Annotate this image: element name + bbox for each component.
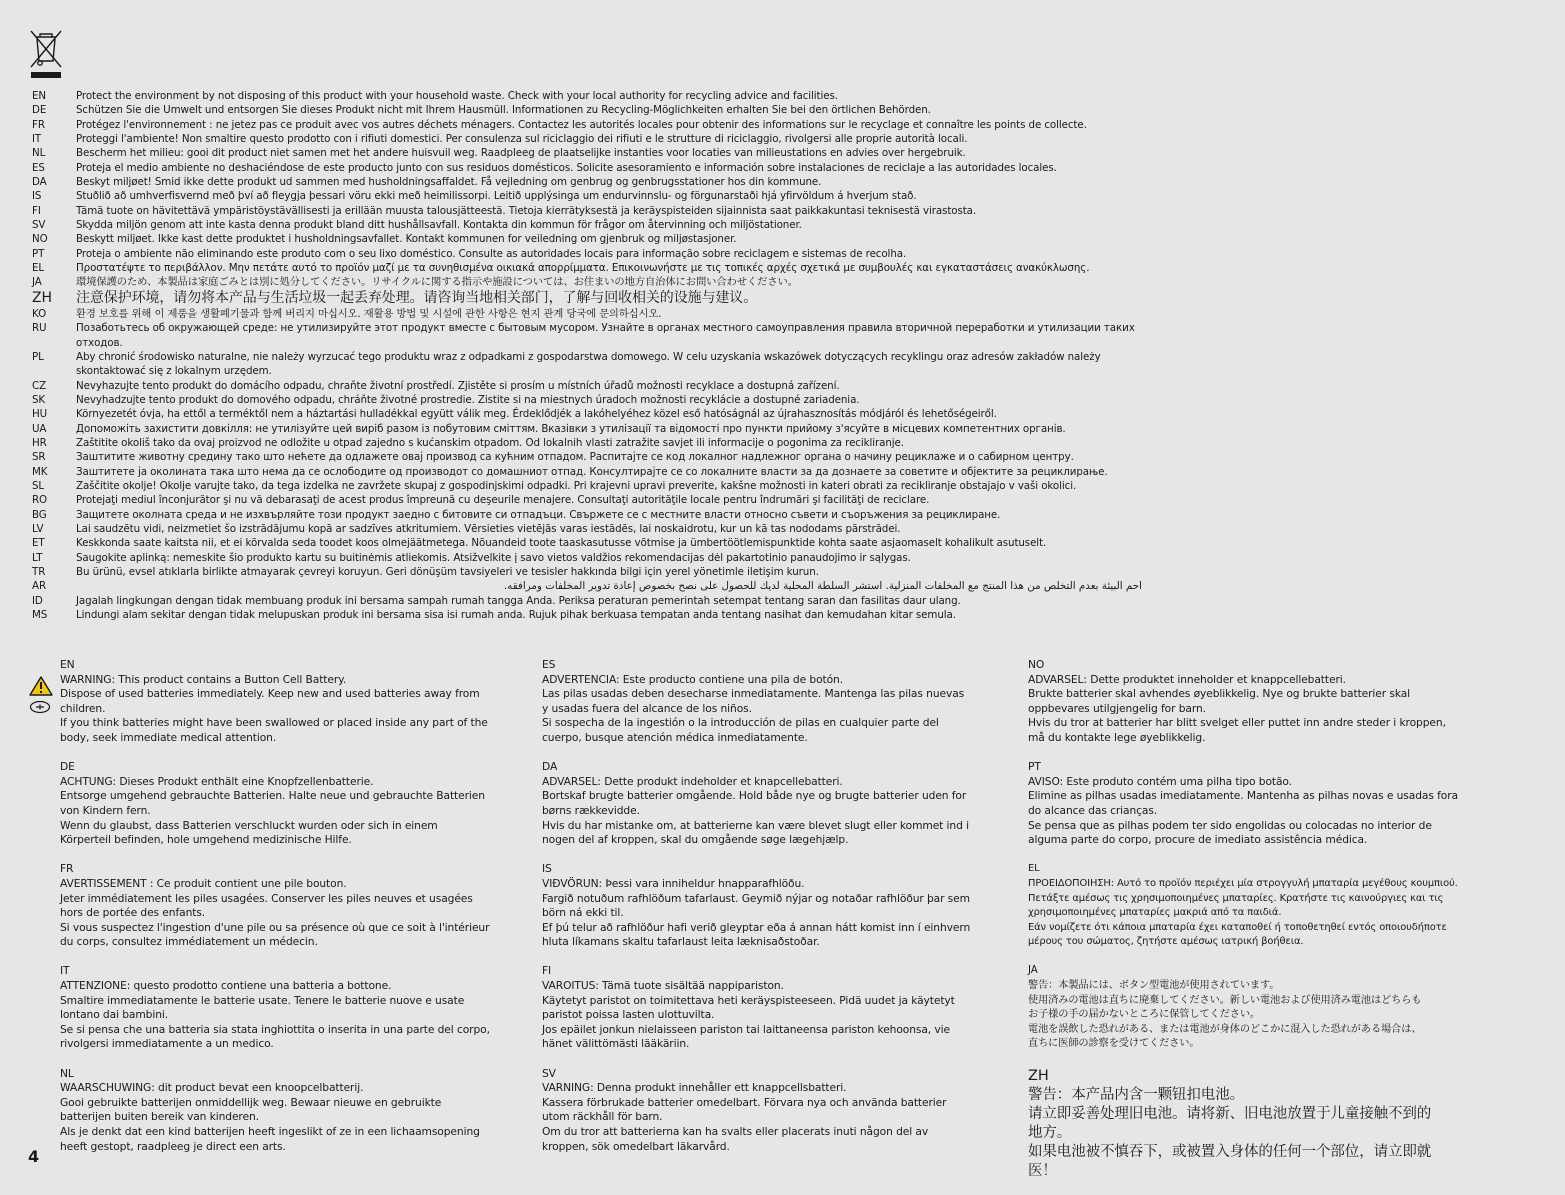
language-code: NL [32, 147, 46, 160]
notice-text: Proteja o ambiente não eliminando este produto com o seu lixo doméstico. Consulte as autoridades locais para informação sobre reciclagem e sistemas de recolha. [76, 247, 907, 260]
language-code: MS [32, 609, 48, 622]
battery-warning-ja [1028, 964, 1488, 1052]
notice-text: Zaščitite okolje! Okolje varujte tako, da tega izdelka ne zavržete skupaj z gospodinjskimi odpadki. Pri krajevni upravi preverite, kakšne možnosti in kateri obrati za recikliranje obstajajo v vaši okolici. [76, 479, 1077, 492]
recycling-notice-lv [32, 522, 1142, 536]
warning-text-line: hluta líkamans skaltu tafarlaust leita læknisaðstoðar. [542, 935, 820, 949]
warning-text-line: AVERTISSEMENT : Ce produit contient une pile bouton. [60, 876, 347, 890]
recycling-notice-el [32, 261, 1142, 275]
recycling-notice-et [32, 536, 1142, 550]
warning-text-line: batterijen buiten bereik van kinderen. [60, 1110, 259, 1124]
notice-text: Nevyhazujte tento produkt do domácího odpadu, chraňte životní prostředí. Zjistěte si prosím u místních úřadů možnosti recyklace a dostupná zařízení. [76, 379, 840, 392]
warning-text-line: If you think batteries might have been swallowed or placed inside any part of the [60, 716, 488, 730]
recycling-notice-ja [32, 275, 1142, 289]
battery-warning-pt [1028, 760, 1488, 848]
warning-text-line: Om du tror att batterierna kan ha svalts eller placerats inuti någon del av [542, 1125, 929, 1138]
recycling-notice-list [32, 89, 1142, 622]
warning-text-line: Brukte batterier skal avhendes øyeblikkelig. Nye og brukte batterier skal [1028, 687, 1411, 701]
notice-text: 環境保護のため、本製品は家庭ごみとは別に処分してください。リサイクルに関する指示や施設については、お住まいの地方自治体にお問い合わせください。 [76, 276, 798, 289]
language-code: IT [32, 133, 42, 146]
warning-text-line: Se si pensa che una batteria sia stata inghiottita o inserita in una parte del corpo, [60, 1022, 490, 1036]
language-code: PT [1028, 760, 1041, 774]
warning-text-line: 使用済みの電池は直ちに廃棄してください。新しい電池および使用済み電池はどちらも [1028, 994, 1422, 1006]
language-code: DE [32, 104, 47, 117]
warning-text-line: ACHTUNG: Dieses Produkt enthält eine Knopfzellenbatterie. [60, 774, 374, 788]
battery-warning-no [1028, 658, 1488, 746]
warning-text-line: body, seek immediate medical attention. [60, 730, 277, 744]
battery-warning-de [60, 760, 525, 848]
warning-text-line: Hvis du tror at batterier har blitt svelget eller puttet inn andre steder i kroppen, [1028, 716, 1446, 730]
warning-text-line: Wenn du glaubst, dass Batterien verschluckt wurden oder sich in einem [60, 818, 438, 832]
notice-text: Beskytt miljøet. Ikke kast dette produktet i husholdningsavfallet. Kontakt kommunen for veiledning om gjenbruk og miljøstasjoner. [76, 233, 737, 246]
notice-text: Bescherm het milieu: gooi dit product niet samen met het andere huisvuil weg. Raadpleeg de plaatselijke instanties voor locaties van milieustations en advies over hergebruik. [76, 147, 966, 160]
page-number: 4 [28, 1147, 40, 1166]
warning-text-line: rivolgersi immediatamente a un medico. [60, 1037, 274, 1051]
warning-text-line: 直ちに医師の診察を受けてください。 [1028, 1038, 1200, 1050]
language-code: NO [32, 233, 48, 246]
notice-text: Nevyhadzujte tento produkt do domového odpadu, chráňte životné prostredie. Zistite si na miestnych úradoch možnosti recyklácie a dostupné zariadenia. [76, 393, 860, 406]
battery-warning-el [1028, 862, 1488, 950]
warning-text-line: Smaltire immediatamente le batterie usate. Tenere le batterie nuove e usate [60, 993, 465, 1007]
warning-text-line: Entsorge umgehend gebrauchte Batterien. Halte neue und gebrauchte Batterien [60, 789, 485, 803]
warning-text-line: Si sospecha de la ingestión o la introducción de pilas en cualquier parte del [542, 716, 939, 730]
battery-warning-zh [1028, 1067, 1488, 1181]
battery-warnings-column-2 [542, 658, 1002, 1169]
notice-text: Позаботьтесь об окружающей среде: не утилизируйте этот продукт вместе с бытовым мусором. Узнайте в органах местного самоуправления правила вторичной переработки и утилизации таких отходов. [76, 322, 1135, 349]
warning-text-line: 医！ [1028, 1162, 1057, 1179]
recycling-notice-fr [32, 118, 1142, 132]
recycling-notice-ar [32, 579, 1142, 593]
battery-warning-es [542, 658, 1002, 746]
recycling-notice-ro [32, 493, 1142, 507]
language-code: FR [32, 118, 45, 131]
battery-warning-da [542, 760, 1002, 848]
language-code: MK [32, 465, 48, 478]
warning-text-line: utom räckhåll för barn. [542, 1110, 663, 1124]
warning-text-line: ADVARSEL: Dette produktet inneholder et knappcellebatteri. [1028, 672, 1346, 686]
notice-text: Tämä tuote on hävitettävä ympäristöystävällisesti ja erillään muusta talousjätteestä. Tietoja kierrätyksestä ja keräyspisteiden sijainnista saat paikkakuntasi teknisestä virastosta. [76, 204, 977, 217]
language-code: JA [32, 276, 42, 289]
language-code: EL [1028, 863, 1040, 875]
notice-text: Bu ürünü, evsel atıklarla birlikte atmayarak çevreyi koruyun. Geri dönüşüm tavsiyeleri ve tesisler hakkında bilgi için yerel yönetimle iletişim kurun. [76, 566, 819, 578]
warning-text-line: y usadas fuera del alcance de los niños. [542, 701, 752, 715]
warning-text-line: Elimine as pilhas usadas imediatamente. Mantenha as pilhas novas e usadas fora [1028, 789, 1458, 803]
warning-text-line: 警告：本製品には、ボタン型電池が使用されています。 [1028, 980, 1280, 992]
recycling-notice-fi [32, 204, 1142, 218]
battery-warning-it [60, 964, 525, 1052]
language-code: FI [32, 204, 41, 217]
notice-text: Keskkonda saate kaitsta nii, et ei kõrvalda seda toodet koos olmejäätmetega. Nõuandeid toote taaskasutusse võtmise ja ümbertöötlemispunktide kohta saate asjaomaselt kohalikult asutuselt. [76, 537, 1047, 550]
warning-text-line: VAROITUS: Tämä tuote sisältää nappipariston. [542, 979, 784, 993]
warning-text-line: alguma parte do corpo, procure de imediato assistência médica. [1028, 833, 1368, 847]
recycling-notice-sr [32, 450, 1142, 464]
button-cell-battery-icon [29, 700, 51, 714]
recycling-notice-cz [32, 379, 1142, 393]
warning-text-line: må du kontakte lege øyeblikkelig. [1028, 730, 1206, 744]
language-code: HR [32, 436, 47, 449]
language-code: EN [32, 90, 47, 102]
warning-text-line: AVISO: Este produto contém uma pilha tipo botão. [1028, 774, 1292, 788]
notice-text: Zaštitite okoliš tako da ovaj proizvod ne odložite u otpad zajedno s kućanskim otpadom. Od lokalnih vlasti zatražite savjet ili informacije o pogonima za recikliranje. [76, 436, 904, 449]
warning-text-line: kroppen, sök omedelbart läkarvård. [542, 1139, 730, 1153]
language-code: ES [32, 161, 45, 174]
warning-text-line: heeft gestopt, raadpleeg je direct een arts. [60, 1139, 286, 1153]
warning-text-line: Εάν νομίζετε ότι κάποια μπαταρία έχει καταποθεί ή τοποθετηθεί εντός οποιουδήποτε [1028, 921, 1447, 933]
recycling-notice-nl [32, 146, 1142, 160]
language-code: DA [542, 760, 558, 774]
battery-warning-is [542, 862, 1002, 950]
recycling-notice-es [32, 161, 1142, 175]
recycling-notice-mk [32, 465, 1142, 479]
warning-text-line: 如果电池被不慎吞下，或被置入身体的任何一个部位，请立即就 [1028, 1143, 1432, 1160]
notice-text: Környezetét óvja, ha ettől a terméktől nem a háztartási hulladékkal együtt válik meg. Érdeklődjék a lakóhelyéhez közel eső hatóságnál az újrahasznosítás módjáról és lehetőségeiről. [76, 408, 997, 421]
notice-text: Заштитете ја околината така што нема да се ослободите од производот со домашниот отпад. Консултирајте се со локалните власти за да дознаете за советите и објектите за рециклирање. [76, 465, 1108, 478]
language-code: SR [32, 451, 46, 464]
recycling-notice-da [32, 175, 1142, 189]
language-code: PT [32, 247, 45, 260]
warning-text-line: χρησιμοποιημένες μπαταρίες μακριά από τα παιδιά. [1028, 907, 1282, 919]
language-code: JA [1028, 965, 1038, 977]
language-code: ES [542, 658, 556, 671]
notice-text: Protect the environment by not disposing of this product with your household waste. Check with your local authority for recycling advice and facilities. [76, 90, 838, 102]
language-code: UA [32, 422, 47, 435]
recycling-notice-ms [32, 608, 1142, 622]
warning-text-line: paristot poissa lasten ulottuvilta. [542, 1008, 715, 1022]
recycling-notice-is [32, 189, 1142, 203]
notice-text: Protégez l'environnement : ne jetez pas ce produit avec vos autres déchets ménagers. Contactez les autorités locales pour obtenir des informations sur le recyclage et connaître les points de collecte. [76, 118, 1087, 131]
recycling-notice-bg [32, 508, 1142, 522]
language-code: ID [32, 594, 43, 607]
language-code: IT [60, 964, 70, 978]
warning-text-line: children. [60, 701, 106, 715]
warning-text-line: お子様の手の届かないところに保管してください。 [1028, 1009, 1261, 1021]
language-code: EL [32, 262, 45, 275]
recycling-notice-pt [32, 247, 1142, 261]
warning-triangle-icon [29, 676, 53, 696]
notice-text: 注意保护环境，请勿将本产品与生活垃圾一起丢弃处理。请咨询当地相关部门，了解与回收相关的设施与建议。 [76, 289, 758, 306]
notice-text: Защитете околната среда и не изхвърляйте този продукт заедно с битовите си отпадъци. Свържете се с местните власти относно съвети и съоръжения за рециклиране. [76, 508, 1001, 521]
language-code: AR [32, 580, 46, 593]
language-code: PL [32, 350, 44, 363]
warning-text-line: μέρους του σώματος, ζητήστε αμέσως ιατρική βοήθεια. [1028, 936, 1304, 948]
notice-text: Lai saudzētu vidi, neizmetiet šo izstrādājumu kopā ar sadzīves atkritumiem. Vērsieties vietējās varas iestādēs, lai noskaidrotu, kur un kā tas nododams pārstrādei. [76, 522, 901, 535]
warning-text-line: cuerpo, busque atención médica inmediatamente. [542, 730, 808, 744]
notice-text: Προστατέψτε το περιβάλλον. Μην πετάτε αυτό το προϊόν μαζί με τα συνηθισμένα οικιακά απορρίμματα. Επικοινωνήστε με τις τοπικές αρχές σχετικά με συμβουλές και εγκαταστάσεις ανακύκλωσης. [76, 262, 1090, 275]
warning-text-line: Si vous suspectez l'ingestion d'une pile ou sa présence où que ce soit à l'intérieur [60, 920, 490, 934]
recycling-notice-pl [32, 350, 1142, 379]
warning-text-line: oppbevares utilgjengelig for barn. [1028, 701, 1206, 715]
notice-text: Lindungi alam sekitar dengan tidak melupuskan produk ini bersama sisa isi rumah anda. Rujuk pihak berkuasa tempatan anda tentang nasihat dan kemudahan kitar semula. [76, 609, 956, 622]
battery-warning-fr [60, 862, 525, 950]
language-code: RO [32, 494, 48, 507]
warning-text-line: börn ná ekki til. [542, 906, 624, 920]
notice-text: Допоможіть захистити довкілля: не утилізуйте цей виріб разом із побутовим сміттям. Вказівки з утилізації та відомості про пункти прийому з'ясуйте в місцевих компетентних органів. [76, 422, 1066, 435]
warning-text-line: Körperteil befinden, hole umgehend medizinische Hilfe. [60, 833, 352, 847]
language-code: DA [32, 176, 47, 189]
language-code: NL [60, 1066, 74, 1080]
language-code: ZH [1028, 1067, 1049, 1084]
notice-text: Заштитите животну средину тако што нећете да одлажете овај производ са кућним отпадом. Распитајте се код локалног надлежног органа о начину рециклаже и о сабирном центру. [76, 451, 1074, 464]
recycling-notice-ru [32, 321, 1142, 350]
recycling-notice-en [32, 89, 1142, 103]
recycling-notice-de [32, 103, 1142, 117]
warning-text-line: WAARSCHUWING: dit product bevat een knoopcelbatterij. [60, 1081, 364, 1095]
warning-text-line: ADVERTENCIA: Este producto contiene una pila de botón. [542, 672, 844, 686]
recycling-notice-tr [32, 565, 1142, 579]
language-code: FI [542, 964, 552, 978]
language-code: SV [32, 219, 46, 232]
recycling-notice-sv [32, 218, 1142, 232]
recycling-notice-no [32, 232, 1142, 246]
notice-text: Stuðlið að umhverfisvernd með því að fleygja þessari vöru ekki með heimilissorpi. Leitið upplýsinga um endurvinnslu- og förgunarstaði hjá yfirvöldum á hverjum stað. [76, 190, 917, 203]
warning-text-line: WARNING: This product contains a Button Cell Battery. [60, 672, 347, 686]
warning-text-line: lontano dai bambini. [60, 1008, 169, 1022]
warning-text-line: 地方。 [1028, 1124, 1072, 1141]
language-code: KO [32, 307, 47, 320]
language-code: SL [32, 479, 45, 492]
warning-text-line: du corps, consultez immédiatement un médecin. [60, 935, 318, 949]
recycling-notice-ua [32, 422, 1142, 436]
warning-text-line: Bortskaf brugte batterier omgående. Hold både nye og brugte batterier uden for [542, 789, 967, 803]
recycling-notice-sk [32, 393, 1142, 407]
warning-text-line: Las pilas usadas deben desecharse inmediatamente. Mantenga las pilas nuevas [542, 687, 965, 701]
warning-text-line: Jos epäilet jonkun nielaisseen pariston tai laittaneensa pariston kehoonsa, vie [542, 1022, 950, 1036]
battery-warning-sv [542, 1067, 1002, 1155]
warning-text-line: Ef þú telur að rafhlöður hafi verið gleyptar eða á annan hátt komist inn í einhvern [542, 920, 971, 934]
recycling-notice-hu [32, 407, 1142, 421]
language-code: IS [32, 190, 42, 203]
warning-text-line: Fargið notuðum rafhlöðum tafarlaust. Geymið nýjar og notaðar rafhlöður þar sem [542, 891, 970, 905]
warning-text-line: Se pensa que as pilhas podem ter sido engolidas ou colocadas no interior de [1028, 818, 1432, 832]
language-code: NO [1028, 658, 1045, 671]
recycling-notice-zh [32, 290, 1142, 307]
warning-text-line: Dispose of used batteries immediately. Keep new and used batteries away from [60, 687, 480, 701]
warning-text-line: Hvis du har mistanke om, at batterierne kan være blevet slugt eller kommet ind i [542, 818, 969, 832]
language-code: SV [542, 1066, 556, 1080]
warning-text-line: Käytetyt paristot on toimitettava heti keräyspisteeseen. Pidä uudet ja käytetyt [542, 993, 955, 1007]
warning-text-line: ΠΡΟΕΙΔΟΠΟΙΗΣΗ: Αυτό το προϊόν περιέχει μία στρογγυλή μπαταρία μεγέθους κουμπιού. [1028, 877, 1458, 889]
notice-text: Skydda miljön genom att inte kasta denna produkt bland ditt hushållsavfall. Kontakta din kommun för frågor om återvinning och miljöstationer. [76, 219, 802, 232]
warning-text-line: Als je denkt dat een kind batterijen heeft ingeslikt of ze in een lichaamsopening [60, 1125, 480, 1138]
warning-text-line: børns rækkevidde. [542, 803, 640, 817]
language-code: ZH [32, 289, 52, 306]
recycling-notice-sl [32, 479, 1142, 493]
language-code: IS [542, 862, 552, 876]
language-code: HU [32, 408, 48, 421]
notice-text: Saugokite aplinką: nemeskite šio produkto kartu su buitinėmis atliekomis. Atsižvelkite į savo vietos valdžios rekomendacijas dėl pakartotinio panaudojimo ir sąlygas. [76, 551, 911, 564]
battery-warning-nl [60, 1067, 525, 1155]
language-code: RU [32, 322, 47, 335]
notice-text: Jagalah lingkungan dengan tidak membuang produk ini bersama sampah rumah tangga Anda. Periksa peraturan pemerintah setempat tentang saran dan fasilitas daur ulang. [76, 594, 961, 607]
language-code: CZ [32, 379, 47, 392]
recycling-notice-it [32, 132, 1142, 146]
recycling-notice-ko [32, 307, 1142, 321]
language-code: TR [32, 566, 46, 578]
notice-text: Schützen Sie die Umwelt und entsorgen Sie dieses Produkt nicht mit Ihrem Hausmüll. Informationen zu Recycling-Möglichkeiten erhalten Sie bei den örtlichen Behörden. [76, 104, 931, 117]
crossed-out-wheelie-bin-icon [28, 28, 64, 80]
warning-text-line: Kassera förbrukade batterier omedelbart. Förvara nya och använda batterier [542, 1095, 947, 1109]
notice-text: Beskyt miljøet! Smid ikke dette produkt ud sammen med husholdningsaffaldet. Få vejledning om genbrug og genbrugsstationer hos din kommune. [76, 176, 822, 189]
battery-warning-fi [542, 964, 1002, 1052]
warning-text-line: Πετάξτε αμέσως τις χρησιμοποιημένες μπαταρίες. Κρατήστε τις καινούργιες και τις [1028, 892, 1444, 904]
language-code: SK [32, 393, 46, 406]
warning-text-line: VARNING: Denna produkt innehåller ett knappcellsbatteri. [542, 1081, 847, 1095]
battery-warnings-column-3 [1028, 658, 1488, 1195]
battery-warning-en [60, 658, 525, 746]
warning-text-line: do alcance das crianças. [1028, 803, 1158, 817]
notice-text: احم البيئة بعدم التخلص من هذا المنتج مع المخلفات المنزلية. استشر السلطة المحلية لديك للحصول على نصح بخصوص إعادة تدوير المخلفات ومرافقه. [503, 580, 1142, 593]
warning-text-line: 電池を誤飲した恐れがある、または電池が身体のどこかに混入した恐れがある場合は、 [1028, 1023, 1422, 1035]
warning-text-line: von Kindern fern. [60, 803, 151, 817]
warning-text-line: 请立即妥善处理旧电池。请将新、旧电池放置于儿童接触不到的 [1028, 1105, 1432, 1122]
warning-text-line: VIÐVÖRUN: Þessi vara inniheldur hnapparafhlöðu. [542, 876, 805, 890]
warning-text-line: hors de portée des enfants. [60, 906, 206, 920]
language-code: DE [60, 760, 75, 774]
recycling-notice-id [32, 594, 1142, 608]
battery-warnings-column-1 [60, 658, 525, 1169]
warning-text-line: 警告：本产品内含一颗钮扣电池。 [1028, 1086, 1244, 1103]
language-code: BG [32, 508, 47, 521]
language-code: EN [60, 658, 75, 671]
notice-text: Protejaţi mediul înconjurător şi nu vă debarasaţi de acest produs împreună cu deşeurile menajere. Consultaţi autorităţile locale pentru îndrumări şi facilităţi de reciclare. [76, 494, 930, 507]
language-code: ET [32, 537, 45, 550]
warning-text-line: hänet välittömästi lääkäriin. [542, 1037, 690, 1051]
language-code: LV [32, 522, 44, 535]
notice-text: Proteja el medio ambiente no deshaciéndose de este producto junto con sus residuos domésticos. Solicite asesoramiento e información sobre instalaciones de reciclaje a las autoridades locales. [76, 161, 1057, 174]
warning-text-line: Gooi gebruikte batterijen onmiddellijk weg. Bewaar nieuwe en gebruikte [60, 1095, 442, 1109]
notice-text: Proteggi l'ambiente! Non smaltire questo prodotto con i rifiuti domestici. Per consulenza sul riciclaggio dei rifiuti e le strutture di riciclaggio, rivolgersi alle proprie autorità locali. [76, 133, 968, 146]
warning-text-line: ATTENZIONE: questo prodotto contiene una batteria a bottone. [60, 979, 392, 993]
recycling-notice-hr [32, 436, 1142, 450]
recycling-notice-lt [32, 551, 1142, 565]
warning-text-line: nogen del af kroppen, skal du omgående søge lægehjælp. [542, 833, 849, 847]
notice-text: Aby chronić środowisko naturalne, nie należy wyrzucać tego produktu wraz z odpadkami z gospodarstwa domowego. W celu uzyskania wskazówek dotyczących recyklingu oraz adresów zakładów należy skontaktować się z lokalnym urzędem. [76, 350, 1101, 378]
notice-text: 환경 보호를 위해 이 제품을 생활폐기물과 함께 버리지 마십시오. 재활용 방법 및 시설에 관한 사항은 현지 관계 당국에 문의하십시오. [76, 307, 662, 320]
language-code: FR [60, 862, 74, 876]
warning-text-line: Jeter immédiatement les piles usagées. Conserver les piles neuves et usagées [60, 891, 473, 905]
language-code: LT [32, 551, 43, 564]
warning-text-line: ADVARSEL: Dette produkt indeholder et knapcellebatteri. [542, 774, 843, 788]
